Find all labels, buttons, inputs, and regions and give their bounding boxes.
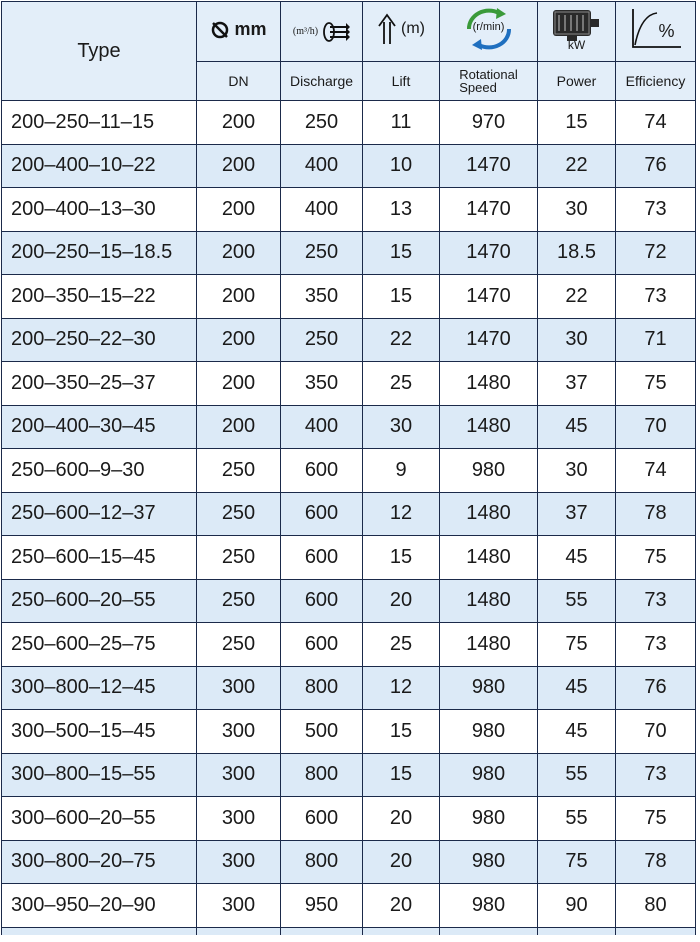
lift-cell: 20 <box>363 797 440 841</box>
dn-cell: 300 <box>197 753 281 797</box>
type-cell: 200–250–11–15 <box>2 101 197 145</box>
type-header: Type <box>2 2 197 101</box>
discharge-cell: 600 <box>281 492 363 536</box>
efficiency-cell: 75 <box>616 536 696 580</box>
table-row-partial <box>2 927 696 935</box>
lift-cell: 12 <box>363 666 440 710</box>
speed-cell: 980 <box>440 666 538 710</box>
dn-cell: 250 <box>197 536 281 580</box>
type-cell: 200–250–15–18.5 <box>2 231 197 275</box>
dn-cell: 200 <box>197 231 281 275</box>
discharge-unit-header <box>281 2 363 62</box>
speed-header-line1: Rotational <box>459 66 518 82</box>
efficiency-unit-header <box>616 2 696 62</box>
table-row <box>2 318 696 362</box>
speed-cell: 980 <box>440 840 538 884</box>
efficiency-cell: 73 <box>616 188 696 232</box>
dn-cell: 200 <box>197 101 281 145</box>
efficiency-cell: 75 <box>616 362 696 406</box>
partial-cell <box>2 927 197 935</box>
discharge-cell: 400 <box>281 405 363 449</box>
discharge-cell: 800 <box>281 753 363 797</box>
table-row <box>2 710 696 754</box>
lift-cell: 15 <box>363 275 440 319</box>
lift-cell: 15 <box>363 753 440 797</box>
speed-cell: 1480 <box>440 536 538 580</box>
discharge-cell: 800 <box>281 840 363 884</box>
speed-cell: 1480 <box>440 579 538 623</box>
motor-icon <box>549 6 605 52</box>
discharge-cell: 800 <box>281 666 363 710</box>
dn-cell: 300 <box>197 710 281 754</box>
efficiency-cell: 73 <box>616 579 696 623</box>
table-row <box>2 623 696 667</box>
lift-cell: 10 <box>363 144 440 188</box>
lift-cell: 12 <box>363 492 440 536</box>
speed-cell: 970 <box>440 101 538 145</box>
table-row <box>2 144 696 188</box>
discharge-cell: 400 <box>281 188 363 232</box>
type-cell: 250–600–25–75 <box>2 623 197 667</box>
power-cell: 55 <box>538 797 616 841</box>
lift-cell: 15 <box>363 710 440 754</box>
dn-header: DN <box>197 62 281 101</box>
speed-header <box>440 62 538 101</box>
partial-cell <box>197 927 281 935</box>
speed-header-line2: Speed <box>459 79 497 95</box>
speed-cell: 1470 <box>440 231 538 275</box>
efficiency-cell: 73 <box>616 275 696 319</box>
discharge-cell: 600 <box>281 623 363 667</box>
power-cell: 37 <box>538 492 616 536</box>
efficiency-header: Efficiency <box>616 62 696 101</box>
dn-cell: 200 <box>197 188 281 232</box>
partial-cell <box>363 927 440 935</box>
power-unit: kW <box>567 38 586 52</box>
efficiency-cell: 71 <box>616 318 696 362</box>
speed-cell: 980 <box>440 753 538 797</box>
table-row <box>2 101 696 145</box>
table-row <box>2 231 696 275</box>
discharge-cell: 600 <box>281 579 363 623</box>
efficiency-cell: 76 <box>616 666 696 710</box>
efficiency-cell: 78 <box>616 840 696 884</box>
type-cell: 300–800–12–45 <box>2 666 197 710</box>
efficiency-curve-icon <box>629 7 683 51</box>
pump-spec-table <box>1 1 696 935</box>
type-cell: 200–350–15–22 <box>2 275 197 319</box>
type-cell: 200–350–25–37 <box>2 362 197 406</box>
rotation-icon <box>459 7 519 51</box>
type-cell: 300–600–20–55 <box>2 797 197 841</box>
type-cell: 200–400–10–22 <box>2 144 197 188</box>
lift-cell: 22 <box>363 318 440 362</box>
speed-cell: 980 <box>440 884 538 928</box>
discharge-cell: 350 <box>281 362 363 406</box>
power-unit-header <box>538 2 616 62</box>
dn-cell: 200 <box>197 405 281 449</box>
power-cell: 15 <box>538 101 616 145</box>
dn-cell: 200 <box>197 144 281 188</box>
dn-cell: 200 <box>197 362 281 406</box>
speed-cell: 1480 <box>440 492 538 536</box>
type-cell: 300–800–20–75 <box>2 840 197 884</box>
power-cell: 45 <box>538 536 616 580</box>
power-cell: 55 <box>538 579 616 623</box>
speed-cell: 980 <box>440 797 538 841</box>
dn-cell: 200 <box>197 275 281 319</box>
efficiency-cell: 76 <box>616 144 696 188</box>
discharge-cell: 350 <box>281 275 363 319</box>
lift-cell: 15 <box>363 231 440 275</box>
table-row <box>2 449 696 493</box>
power-cell: 18.5 <box>538 231 616 275</box>
efficiency-cell: 70 <box>616 710 696 754</box>
power-cell: 45 <box>538 666 616 710</box>
lift-unit-header <box>363 2 440 62</box>
power-cell: 22 <box>538 275 616 319</box>
lift-cell: 15 <box>363 536 440 580</box>
type-cell: 200–400–30–45 <box>2 405 197 449</box>
partial-cell <box>281 927 363 935</box>
speed-cell: 1470 <box>440 275 538 319</box>
type-cell: 200–250–22–30 <box>2 318 197 362</box>
efficiency-cell: 78 <box>616 492 696 536</box>
speed-cell: 980 <box>440 710 538 754</box>
lift-arrow-icon <box>377 12 397 46</box>
lift-cell: 9 <box>363 449 440 493</box>
lift-header: Lift <box>363 62 440 101</box>
table-row <box>2 840 696 884</box>
dn-cell: 300 <box>197 666 281 710</box>
speed-cell: 1480 <box>440 623 538 667</box>
dn-unit: mm <box>234 19 267 40</box>
dn-cell: 300 <box>197 797 281 841</box>
header-row-units <box>2 2 696 62</box>
type-cell: 300–800–15–55 <box>2 753 197 797</box>
efficiency-cell: 74 <box>616 101 696 145</box>
power-cell: 75 <box>538 623 616 667</box>
speed-cell: 1470 <box>440 188 538 232</box>
table-row <box>2 188 696 232</box>
efficiency-cell: 75 <box>616 797 696 841</box>
type-cell: 200–400–13–30 <box>2 188 197 232</box>
lift-cell: 13 <box>363 188 440 232</box>
dn-cell: 250 <box>197 623 281 667</box>
speed-unit: (r/min) <box>472 21 505 33</box>
dn-cell: 200 <box>197 318 281 362</box>
speed-unit-header <box>440 2 538 62</box>
power-cell: 75 <box>538 840 616 884</box>
speed-cell: 1480 <box>440 405 538 449</box>
table-row <box>2 666 696 710</box>
lift-cell: 25 <box>363 362 440 406</box>
table-row <box>2 536 696 580</box>
lift-unit: (m) <box>401 20 425 37</box>
efficiency-cell: 72 <box>616 231 696 275</box>
discharge-cell: 600 <box>281 449 363 493</box>
table-row <box>2 753 696 797</box>
table-row <box>2 362 696 406</box>
dn-cell: 250 <box>197 579 281 623</box>
efficiency-cell: 80 <box>616 884 696 928</box>
speed-cell: 1480 <box>440 362 538 406</box>
discharge-cell: 400 <box>281 144 363 188</box>
type-cell: 300–500–15–45 <box>2 710 197 754</box>
power-cell: 45 <box>538 405 616 449</box>
diameter-icon <box>210 21 230 39</box>
power-cell: 45 <box>538 710 616 754</box>
lift-cell: 25 <box>363 623 440 667</box>
power-cell: 37 <box>538 362 616 406</box>
lift-cell: 30 <box>363 405 440 449</box>
lift-cell: 20 <box>363 840 440 884</box>
discharge-cell: 600 <box>281 536 363 580</box>
lift-cell: 20 <box>363 579 440 623</box>
lift-cell: 20 <box>363 884 440 928</box>
table-row <box>2 579 696 623</box>
discharge-flow-icon <box>322 19 350 45</box>
discharge-cell: 250 <box>281 231 363 275</box>
discharge-cell: 600 <box>281 797 363 841</box>
speed-cell: 980 <box>440 449 538 493</box>
type-cell: 250–600–15–45 <box>2 536 197 580</box>
efficiency-cell: 74 <box>616 449 696 493</box>
table-row <box>2 884 696 928</box>
power-cell: 22 <box>538 144 616 188</box>
type-cell: 250–600–9–30 <box>2 449 197 493</box>
lift-cell: 11 <box>363 101 440 145</box>
efficiency-cell: 70 <box>616 405 696 449</box>
type-cell: 250–600–12–37 <box>2 492 197 536</box>
discharge-cell: 950 <box>281 884 363 928</box>
power-cell: 30 <box>538 318 616 362</box>
table-row <box>2 492 696 536</box>
power-header: Power <box>538 62 616 101</box>
table-row <box>2 405 696 449</box>
discharge-unit: (m³/h) <box>292 26 319 37</box>
table-row <box>2 797 696 841</box>
dn-cell: 300 <box>197 884 281 928</box>
type-cell: 250–600–20–55 <box>2 579 197 623</box>
efficiency-cell: 73 <box>616 753 696 797</box>
efficiency-cell: 73 <box>616 623 696 667</box>
efficiency-unit: % <box>658 21 675 41</box>
table-row <box>2 275 696 319</box>
discharge-cell: 250 <box>281 101 363 145</box>
dn-cell: 250 <box>197 492 281 536</box>
partial-cell <box>616 927 696 935</box>
type-cell: 300–950–20–90 <box>2 884 197 928</box>
discharge-cell: 250 <box>281 318 363 362</box>
power-cell: 55 <box>538 753 616 797</box>
partial-cell <box>440 927 538 935</box>
speed-cell: 1470 <box>440 318 538 362</box>
dn-unit-header <box>197 2 281 62</box>
discharge-header: Discharge <box>281 62 363 101</box>
power-cell: 30 <box>538 188 616 232</box>
speed-cell: 1470 <box>440 144 538 188</box>
dn-cell: 250 <box>197 449 281 493</box>
discharge-cell: 500 <box>281 710 363 754</box>
power-cell: 90 <box>538 884 616 928</box>
partial-cell <box>538 927 616 935</box>
power-cell: 30 <box>538 449 616 493</box>
dn-cell: 300 <box>197 840 281 884</box>
